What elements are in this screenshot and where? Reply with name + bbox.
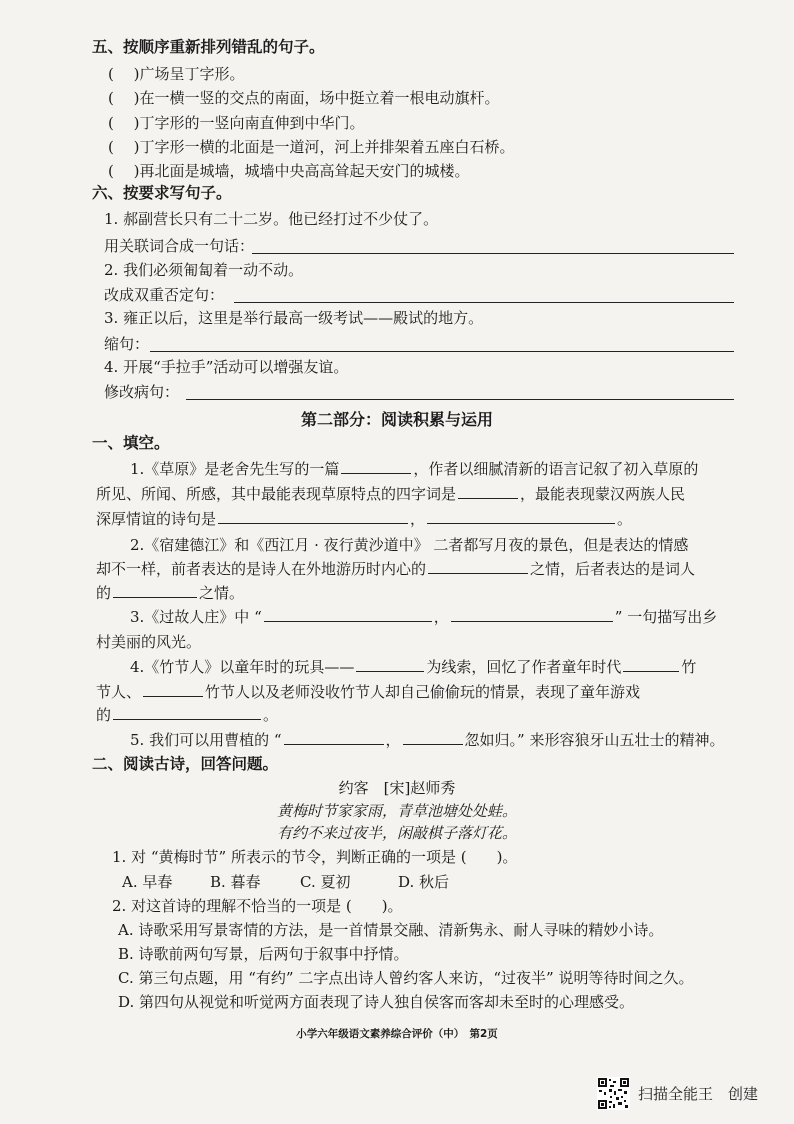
blank[interactable]: [264, 606, 432, 622]
blank[interactable]: [356, 656, 424, 672]
answer-line[interactable]: [150, 351, 734, 352]
option: C. 夏初: [300, 873, 351, 891]
question-text: 2.《宿建德江》和《西江月 · 夜行黄沙道中》 二者都写月夜的景色，但是表达的情感: [130, 536, 689, 554]
option: D. 秋后: [398, 873, 450, 891]
answer-line[interactable]: [186, 399, 734, 400]
blank[interactable]: [218, 508, 408, 524]
blank[interactable]: [458, 483, 518, 499]
question-text: 3.《过故人庄》中 “ ， ” 一句描写出乡: [130, 608, 718, 626]
option: A. 诗歌采用写景寄情的方法，是一首情景交融、清新隽永、耐人寻味的精妙小诗。: [118, 921, 664, 939]
blank[interactable]: [403, 729, 463, 745]
question-text: 却不一样，前者表达的是诗人在外地游历时内心的 之情，后者表达的是词人: [96, 560, 696, 578]
blank[interactable]: [428, 558, 528, 574]
question-text: 5. 我们可以用曹植的 “ ， 忽如归。” 来形容狼牙山五壮士的精神。: [130, 731, 725, 749]
scanner-brand: 扫描全能王 创建: [638, 1085, 759, 1103]
part-title: 第二部分：阅读积累与运用: [300, 410, 493, 429]
option: C. 第三句点题，用 “有约” 二字点出诗人曾约客人来访，“过夜半” 说明等待时间之久。: [118, 969, 694, 987]
blank[interactable]: [341, 458, 411, 474]
poem-line: 有约不来过夜半，闲敲棋子落灯花。: [276, 824, 517, 842]
question-text: 的 。: [96, 706, 279, 724]
answer-prompt: 缩句：: [104, 335, 150, 353]
answer-line[interactable]: [234, 302, 734, 303]
question-text: 的 之情。: [96, 584, 245, 602]
answer-prompt: 修改病句：: [104, 383, 180, 401]
section-5-heading: 五、按顺序重新排列错乱的句子。: [92, 38, 325, 56]
question-text: 4.《竹节人》以童年时的玩具—— 为线索，回忆了作者童年时代 竹: [130, 658, 697, 676]
list-item: ( )丁字形一横的北面是一道河，河上并排架着五座白石桥。: [108, 138, 515, 156]
option: A. 早春: [122, 873, 173, 891]
blank[interactable]: [113, 582, 197, 598]
answer-prompt: 改成双重否定句：: [104, 286, 225, 304]
poem-section-heading: 二、阅读古诗，回答问题。: [92, 755, 279, 773]
blank[interactable]: [284, 729, 384, 745]
question-text: 深厚情谊的诗句是 ， 。: [96, 510, 633, 528]
question-text: 1. 郝副营长只有二十二岁。他已经打过不少仗了。: [104, 210, 439, 228]
section-6-heading: 六、按要求写句子。: [92, 184, 232, 202]
option: D. 第四句从视觉和听觉两方面表现了诗人独自侯客而客却未至时的心理感受。: [118, 993, 635, 1011]
list-item: ( )广场呈丁字形。: [108, 65, 245, 83]
qr-code-icon: [597, 1077, 630, 1110]
list-item: ( )丁字形的一竖向南直伸到中华门。: [108, 114, 365, 132]
question-text: 3. 雍正以后，这里是举行最高一级考试——殿试的地方。: [104, 309, 484, 327]
fill-heading: 一、填空。: [92, 434, 170, 452]
blank[interactable]: [451, 606, 613, 622]
poem-title: 约客 [宋]赵师秀: [338, 779, 456, 797]
question-text: 2. 我们必须匍匐着一动不动。: [104, 261, 304, 279]
option: B. 诗歌前两句写景，后两句于叙事中抒情。: [118, 945, 409, 963]
page-footer: 小学六年级语文素养综合评价（中） 第2页: [296, 1028, 498, 1040]
question-text: 4. 开展“手拉手”活动可以增强友谊。: [104, 358, 349, 376]
question-text: 节人、 竹节人以及老师没收竹节人却自己偷偷玩的情景，表现了童年游戏: [96, 683, 641, 701]
answer-line[interactable]: [252, 253, 734, 254]
question-text: 所见、所闻、所感，其中最能表现草原特点的四字词是 ，最能表现蒙汉两族人民: [96, 485, 686, 503]
list-item: ( )再北面是城墙，城墙中央高高耸起天安门的城楼。: [108, 162, 470, 180]
blank[interactable]: [113, 704, 261, 720]
blank[interactable]: [623, 656, 679, 672]
option: B. 暮春: [210, 873, 261, 891]
answer-prompt: 用关联词合成一句话：: [104, 237, 255, 255]
list-item: ( )在一横一竖的交点的南面，场中挺立着一根电动旗杆。: [108, 89, 500, 107]
question-text: 1. 对 “黄梅时节” 所表示的节令，判断正确的一项是 ( )。: [112, 848, 518, 866]
poem-line: 黄梅时节家家雨，青草池塘处处蛙。: [276, 802, 517, 820]
question-text: 1.《草原》是老舍先生写的一篇 ，作者以细腻清新的语言记叙了初入草原的: [130, 460, 699, 478]
blank[interactable]: [427, 508, 615, 524]
question-text: 2. 对这首诗的理解不恰当的一项是 ( )。: [112, 897, 403, 915]
question-text: 村美丽的风光。: [96, 633, 202, 651]
blank[interactable]: [143, 681, 203, 697]
